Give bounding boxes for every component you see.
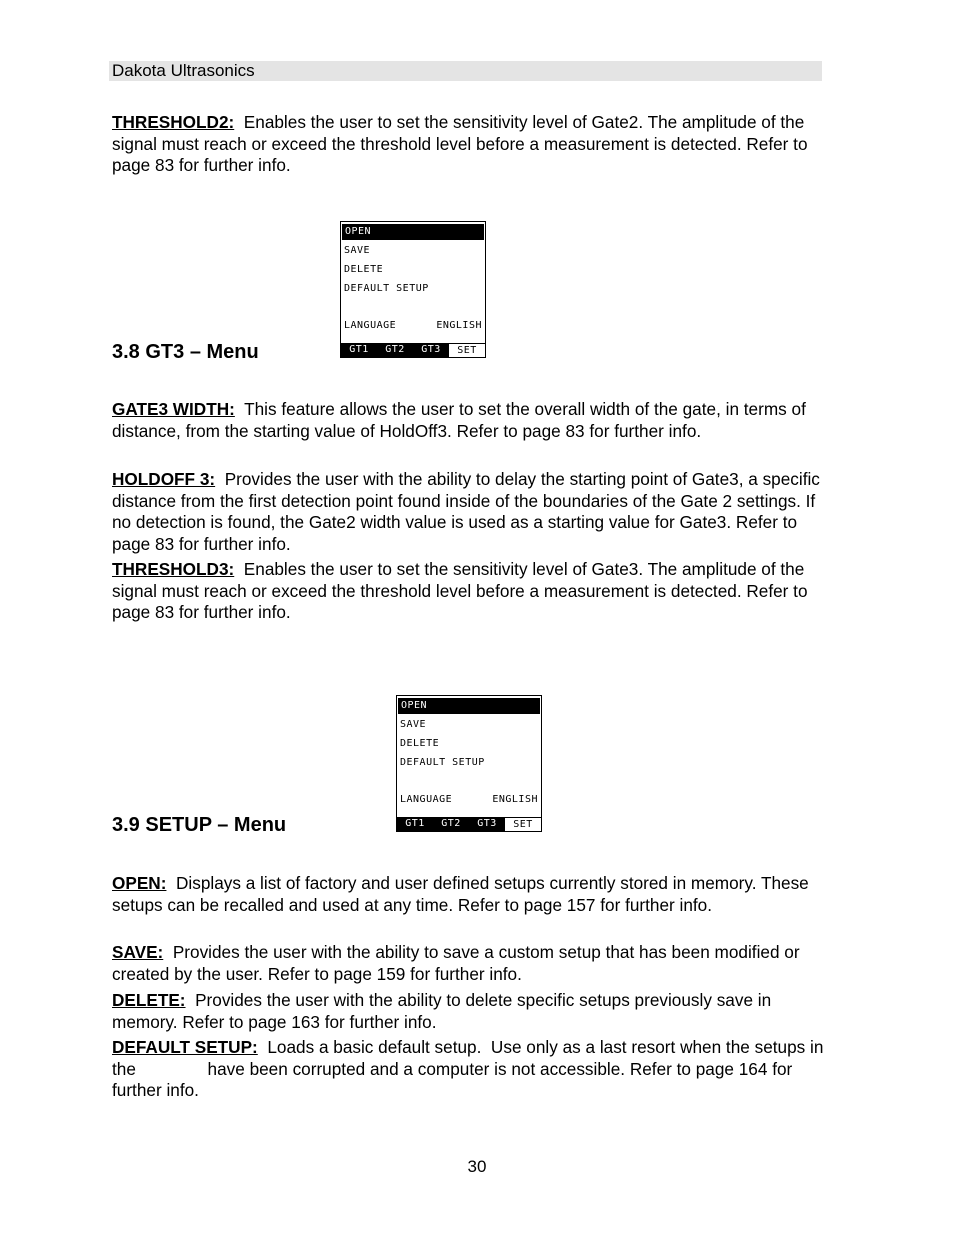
term-label: SAVE: [112, 942, 164, 962]
term-description: Enables the user to set the sensitivity level of Gate2. The amplitude of the signal must reach or exceed the threshold level before a measurement is detected. Refer to page 83 for further info. [112, 112, 808, 175]
lcd-language-label: LANGUAGE [400, 794, 453, 805]
term-description: Displays a list of factory and user defined setups currently stored in memory. These setups can be recalled and used at any time. Refer to page 157 for further info. [112, 873, 809, 915]
delete-paragraph [112, 990, 824, 1033]
lcd-language-row [344, 318, 482, 334]
lcd-tab-gt3: GT3 [421, 344, 441, 355]
lcd-screen-setup [396, 695, 542, 832]
lcd-language-value: ENGLISH [492, 794, 538, 805]
lcd-tab-gt1: GT1 [405, 818, 425, 829]
lcd-item-default-setup: DEFAULT SETUP [344, 283, 429, 294]
lcd-item-open: OPEN [342, 224, 484, 240]
term-description: Provides the user with the ability to save a custom setup that has been modified or created by the user. Refer to page 159 for further info. [112, 942, 800, 984]
lcd-tab-bar [397, 817, 541, 831]
holdoff3-paragraph [112, 469, 824, 555]
lcd-language-value: ENGLISH [436, 320, 482, 331]
lcd-language-row [400, 792, 538, 808]
term-description: Loads a basic default setup. Use only as a last resort when the setups in the have been corrupted and a computer is not accessible. Refer to page 164 for further info. [112, 1037, 829, 1100]
header-title: Dakota Ultrasonics [112, 61, 255, 80]
lcd-screen-gt3 [340, 221, 486, 358]
section-heading-gt3: 3.8 GT3 – Menu [112, 341, 259, 363]
threshold3-paragraph [112, 559, 824, 624]
gate3-width-paragraph [112, 399, 824, 442]
lcd-item-delete: DELETE [344, 264, 384, 275]
lcd-tab-gt1: GT1 [349, 344, 369, 355]
lcd-tab-gt2: GT2 [441, 818, 461, 829]
lcd-tab-set: SET [449, 343, 485, 357]
lcd-item-open: OPEN [398, 698, 540, 714]
save-paragraph [112, 942, 824, 985]
lcd-item-save: SAVE [400, 719, 427, 730]
term-label: DELETE: [112, 990, 186, 1010]
term-label: GATE3 WIDTH: [112, 399, 235, 419]
lcd-item-default-setup: DEFAULT SETUP [400, 757, 485, 768]
term-label: DEFAULT SETUP: [112, 1037, 258, 1057]
page-header [109, 61, 822, 81]
term-label: THRESHOLD2: [112, 112, 235, 132]
page-number: 30 [467, 1157, 487, 1176]
lcd-tab-gt3: GT3 [477, 818, 497, 829]
lcd-tab-set: SET [505, 817, 541, 831]
lcd-item-delete: DELETE [400, 738, 440, 749]
term-description: Enables the user to set the sensitivity level of Gate3. The amplitude of the signal must reach or exceed the threshold level before a measurement is detected. Refer to page 83 for further info. [112, 559, 808, 622]
term-label: OPEN: [112, 873, 167, 893]
section-heading-setup: 3.9 SETUP – Menu [112, 814, 287, 836]
lcd-item-save: SAVE [344, 245, 371, 256]
term-label: THRESHOLD3: [112, 559, 235, 579]
lcd-language-label: LANGUAGE [344, 320, 397, 331]
threshold2-paragraph [112, 112, 824, 177]
term-label: HOLDOFF 3: [112, 469, 216, 489]
lcd-tab-bar [341, 343, 485, 357]
term-description: Provides the user with the ability to delete specific setups previously save in memory. Refer to page 163 for further info. [112, 990, 772, 1032]
term-description: Provides the user with the ability to delay the starting point of Gate3, a specific distance from the first detection point found inside of the boundaries of the Gate 2 settings. If no detection is found, the Gate2 width value is used as a starting value for Gate3. Refer to page 83 for further info. [112, 469, 820, 554]
open-paragraph [112, 873, 824, 916]
term-description: This feature allows the user to set the overall width of the gate, in terms of distance, from the starting value of HoldOff3. Refer to page 83 for further info. [112, 399, 806, 441]
lcd-tab-gt2: GT2 [385, 344, 405, 355]
default-setup-paragraph [112, 1037, 829, 1102]
